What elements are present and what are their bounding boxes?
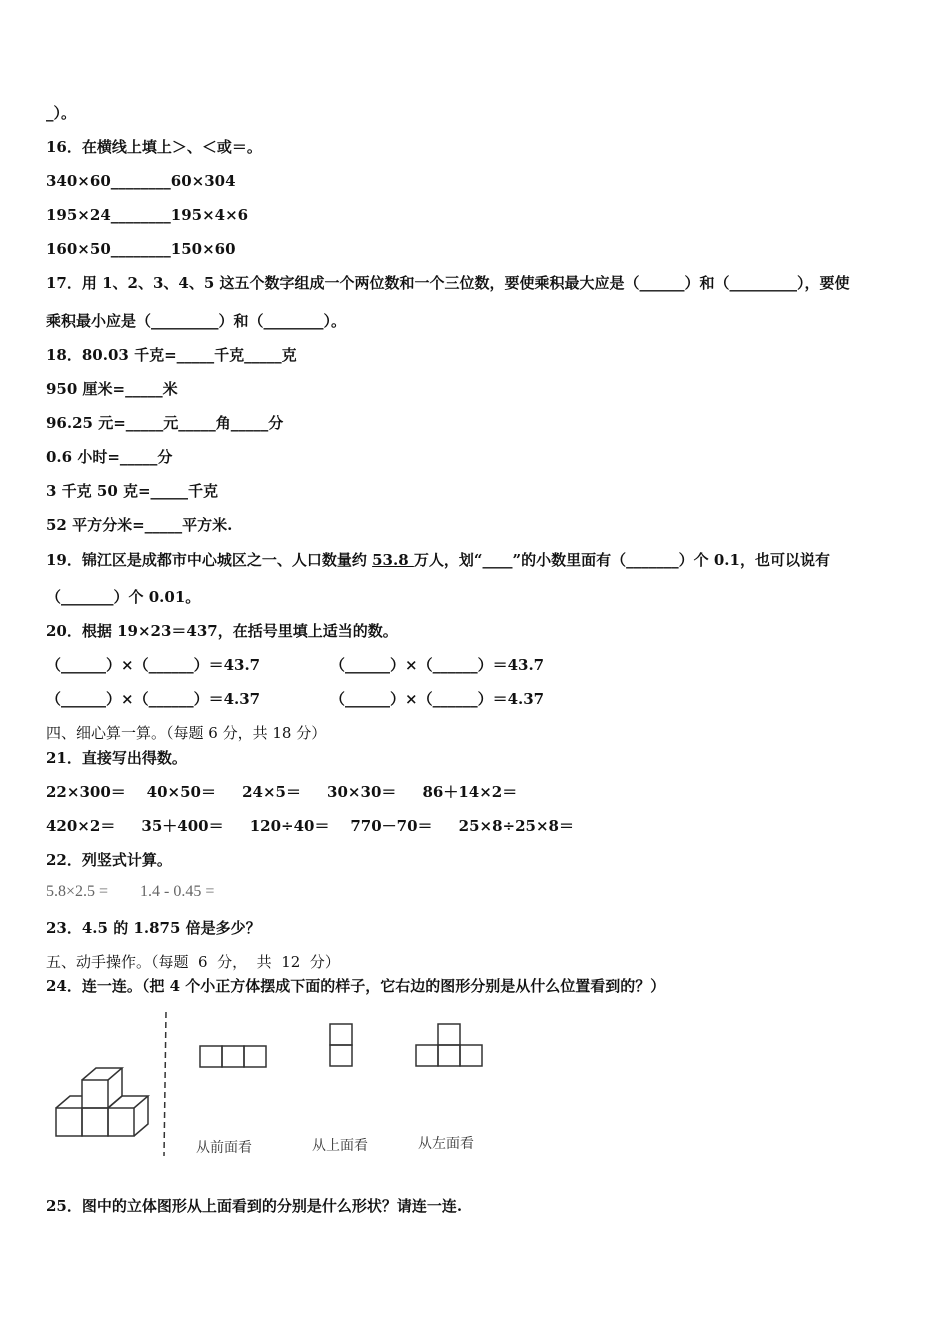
question-25: 25．图中的立体图形从上面看到的分别是什么形状？请连一连. <box>46 1197 463 1215</box>
q18-item-e: 3 千克 50 克=_____千克 <box>46 482 219 500</box>
question-17-line1: 17．用 1、2、3、4、5 这五个数字组成一个两位数和一个三位数，要使乘积最大应是（______）和（_________），要使 <box>46 274 850 292</box>
cube-views-figure <box>46 1008 506 1168</box>
section-5-heading: 五、动手操作。（每题 6 分， 共 12 分） <box>46 953 340 971</box>
front-view-drawing <box>200 1046 266 1067</box>
q16-item-b: 195×24________195×4×6 <box>46 206 249 224</box>
question-24: 24．连一连。（把 4 个小正方体摆成下面的样子，它右边的图形分别是从什么位置看到的？） <box>46 977 666 995</box>
line-continuation: _）。 <box>46 104 77 122</box>
top-view-drawing <box>330 1024 352 1066</box>
q21-row-2: 420×2＝ 35＋400＝ 120÷40＝ 770－70＝ 25×8÷25×8＝ <box>46 817 574 835</box>
q20-item-b: （______）×（______）＝43.7 <box>330 656 545 674</box>
label-left-view: 从左面看 <box>418 1136 474 1152</box>
question-19-line1: 19．锦江区是成都市中心城区之一、人口数量约 53.8 万人，划“____”的小数里面有（_______）个 0.1，也可以说有 <box>46 551 830 569</box>
q16-item-a: 340×60________60×304 <box>46 172 236 190</box>
q18-item-b: 950 厘米=_____米 <box>46 380 178 398</box>
underlined-number: 53.8 <box>372 551 414 569</box>
q20-item-d: （______）×（______）＝4.37 <box>330 690 545 708</box>
q20-item-a: （______）×（______）＝43.7 <box>46 656 261 674</box>
label-top-view: 从上面看 <box>312 1138 368 1154</box>
dashed-divider <box>164 1012 166 1156</box>
left-view-drawing <box>416 1024 482 1066</box>
cube-stack-drawing <box>56 1068 148 1136</box>
q21-row-1: 22×300＝ 40×50＝ 24×5＝ 30×30＝ 86＋14×2＝ <box>46 783 518 801</box>
question-23: 23．4.5 的 1.875 倍是多少？ <box>46 919 261 937</box>
q20-item-c: （______）×（______）＝4.37 <box>46 690 261 708</box>
q16-item-c: 160×50________150×60 <box>46 240 236 258</box>
question-22: 22．列竖式计算。 <box>46 851 172 869</box>
question-20: 20．根据 19×23＝437，在括号里填上适当的数。 <box>46 622 398 640</box>
q18-item-c: 96.25 元=_____元_____角_____分 <box>46 414 284 432</box>
question-21: 21．直接写出得数。 <box>46 749 187 767</box>
section-4-heading: 四、细心算一算。（每题 6 分，共 18 分） <box>46 724 327 742</box>
q18-item-f: 52 平方分米=_____平方米. <box>46 516 233 534</box>
question-16: 16．在横线上填上＞、＜或＝。 <box>46 138 262 156</box>
q18-item-d: 0.6 小时=_____分 <box>46 448 173 466</box>
q22-expressions: 5.8×2.5 = 1.4 - 0.45 = <box>46 883 215 900</box>
question-17-line2: 乘积最小应是（_________）和（________）。 <box>46 312 347 330</box>
question-19-line2: （_______）个 0.01。 <box>46 588 201 606</box>
label-front-view: 从前面看 <box>196 1140 252 1156</box>
question-18: 18．80.03 千克=_____千克_____克 <box>46 346 297 364</box>
